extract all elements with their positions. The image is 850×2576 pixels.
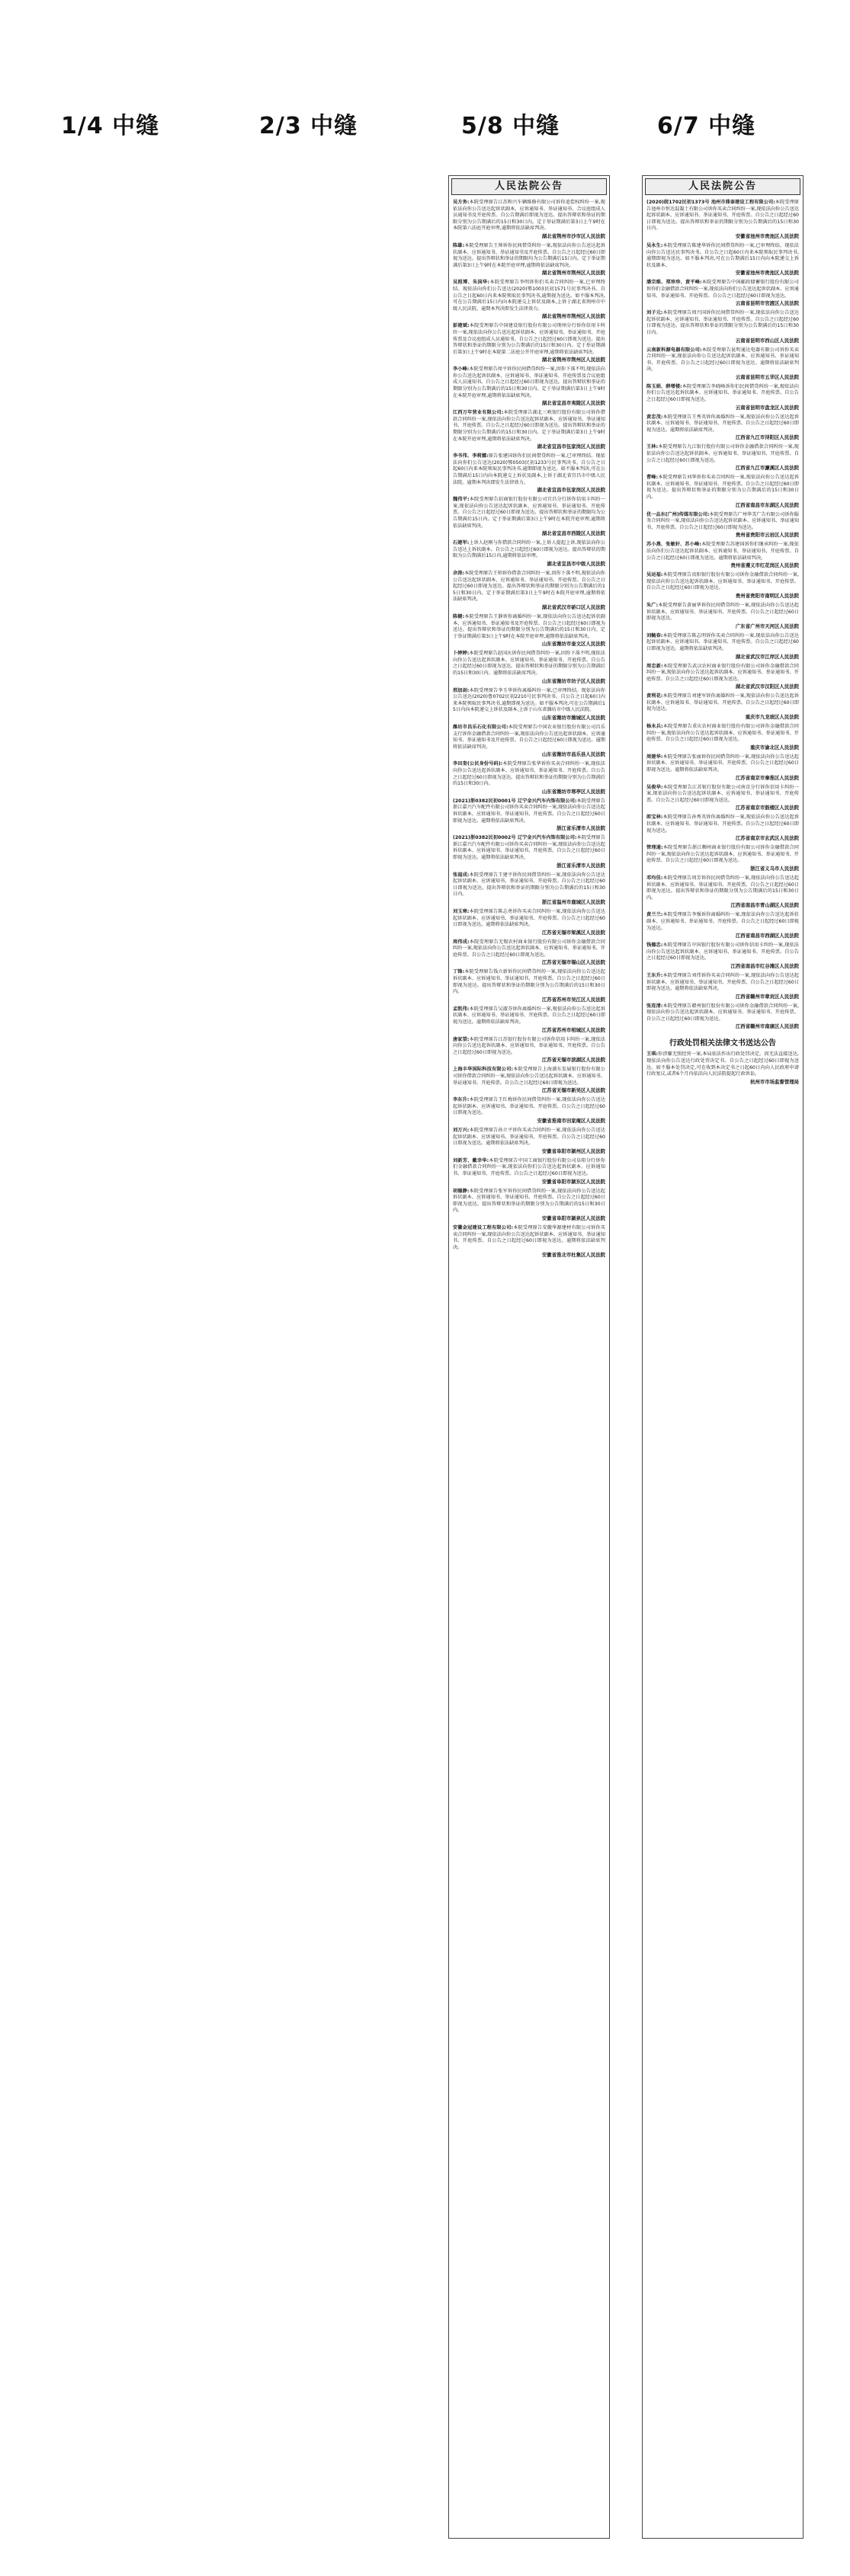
notice-head: 黄忠茂: xyxy=(646,414,663,420)
notice-court: 江苏省南京市鼓楼区人民法院 xyxy=(735,805,799,811)
notice-head: 吴俊华: xyxy=(646,784,663,790)
notice-court: 贵州省贵阳市云岩区人民法院 xyxy=(735,532,799,539)
notice-item xyxy=(449,1097,609,1117)
notice-item xyxy=(643,1051,803,1077)
notice-head: (2021)浙0382民初0002号 辽宁金兴汽车内饰有限公司: xyxy=(453,835,577,841)
notice-court: 江苏省无锡市新吴区人民法院 xyxy=(541,1087,605,1094)
notice-court: 湖北省宜昌市伍家岗区人民法院 xyxy=(537,443,605,450)
notice-court: 云南省昆明市西山区人民法院 xyxy=(735,337,799,344)
notice-head: 苏小燕、张敏轩、苏小峰: xyxy=(646,542,701,548)
gutter-label-5-8: 5/8 中缝 xyxy=(461,113,560,139)
notice-body: 本院受理原告陈志明诉你买卖合同纠纷一案,现依法向你公告送达起诉状副本、应诉通知书、举证通知书、开庭传票。自公告之日起经过60日即视为送达。逾期将依法缺席判决。 xyxy=(646,632,799,651)
notice-item xyxy=(449,366,609,399)
notice-head: 吴运福: xyxy=(646,572,663,578)
notice-court: 湖北省荆州市荆州区人民法院 xyxy=(541,270,605,277)
notice-head: 郎宝林: xyxy=(646,814,663,821)
notice-head: 陈雄: xyxy=(453,242,465,248)
notice-body: 本院受理原告贵阳银行股份有限公司诉你金融借款合同纠纷一案,现依法向你公告送达起诉状副本、应诉通知书、举证通知书、开庭传票。自公告之日起经过60日即视为送达。 xyxy=(646,572,799,591)
notice-body: 本院受理原告周芳诉你民间借贷纠纷一案,现依法向你公告送达起诉状副本、应诉通知书、举证通知书、开庭传票。自公告之日起经过60日即视为送达。提出答辩状和举证的期限分别为公告期满后的15日和30日内。 xyxy=(646,875,799,901)
notice-item xyxy=(449,280,609,312)
notice-court: 湖北省武汉市汉阳区人民法院 xyxy=(735,683,799,690)
notice-item xyxy=(449,872,609,898)
notice-head: 潘宗维、郑珍珍、黄平峰: xyxy=(646,280,702,286)
notice-item xyxy=(449,323,609,356)
notice-item xyxy=(449,835,609,861)
notice-body: 本院受理原告陈建华诉你民间借贷纠纷一案,已审理终结。现依法向你公告送达民事判决书。自公告之日起60日内来本院领取民事判决书,逾期即视为送达。如不服本判决,可在公告期满后15日内向本院递交上诉状及副本。 xyxy=(646,242,799,268)
notice-item xyxy=(449,798,609,824)
notice-item xyxy=(643,973,803,993)
notice-item xyxy=(449,1225,609,1251)
notice-head: 李小峰: xyxy=(453,366,470,373)
notice-body: 本院受理原告赵国庆诉你民间借贷纠纷一案,因你下落不明,现依法向你公告送达起诉状副本、应诉通知书、举证通知书、开庭传票。自公告之日起经过60日即视为送达。提出答辩状和举证的期限分别为公告期满后的15日和30日内。逾期将依法缺席判决。 xyxy=(453,651,605,677)
notice-body: 本院受理原告安徽华源建材有限公司诉你买卖合同纠纷一案,现依法向你公告送达起诉状副本、应诉通知书、举证通知书、开庭传票。自公告之日起经过60日即视为送达。逾期将依法缺席判决。 xyxy=(453,1224,605,1250)
notice-court: 重庆市渝北区人民法院 xyxy=(750,744,799,750)
notice-item xyxy=(449,243,609,269)
notice-item xyxy=(449,1128,609,1147)
notice-head: 安徽金冠建设工程有限公司: xyxy=(453,1224,513,1230)
notice-body: 本院受理原告王秀英诉你离婚纠纷一案,现依法向你公告送达起诉状副本、应诉通知书、举证通知书、开庭传票。自公告之日起经过60日即视为送达。逾期将依法缺席判决。 xyxy=(646,414,799,433)
notice-head: 上海丰华国际科技有限公司: xyxy=(453,1067,513,1073)
notice-court: 浙江省乐清市人民法院 xyxy=(557,862,605,869)
notice-body: 本院受理原告王帅诉你民间借贷纠纷一案,现依法向你公告送达起诉状副本、应诉通知书、举证通知书及开庭传票。自公告之日起经过60日即视为送达。提出答辩状和举证的期限均为公告期满后15日内。定于举证期满后第3日上午9时在本院开庭审理,逾期将依法缺席判决。 xyxy=(453,242,605,268)
notice-body: 本院受理原告广州华美广告有限公司诉你服务合同纠纷一案,现依法向你公告送达起诉状副本、应诉通知书、举证通知书、开庭传票。自公告之日起经过60日即视为送达。 xyxy=(646,511,799,530)
notice-head: 孟凯伟: xyxy=(453,1006,470,1012)
notice-court: 江西省南昌市东湖区人民法院 xyxy=(735,501,799,508)
notice-head: 石建军: xyxy=(453,540,470,546)
notice-head: 吴方务: xyxy=(453,200,470,205)
notice-court: 山东省潍坊市坊子区人民法院 xyxy=(541,677,605,684)
notice-head: 刘玉寒: xyxy=(453,908,470,914)
notice-court: 山东省潍坊市寒亭区人民法院 xyxy=(541,788,605,795)
notice-body: 本院受理原告李玉华诉你离婚纠纷一案,已审理终结。现依法向你公告送达(2020)鲁0702民初2210号民事判决书。自公告之日起60日内来本院领取民事判决书,逾期即视为送达。如不服本判决,可在公告期满后15日内向本院递交上诉状及副本,上诉于山东省潍坊市中级人民法院。 xyxy=(453,687,605,713)
gutter-label-1-4: 1/4 中缝 xyxy=(61,113,160,139)
notice-head: 张福成: xyxy=(453,872,470,878)
notice-head: 吴永生: xyxy=(646,242,663,248)
notice-body: 本院受理原告张丽诉你民间借贷纠纷一案,现依法向你公告送达起诉状副本、应诉通知书、举证通知书、开庭传票。自公告之日起经过60日即视为送达。逾期将依法缺席判决。 xyxy=(646,754,799,773)
notice-body: 本院受理原告王红梅诉你民间借贷纠纷一案,现依法向你公告送达起诉状副本、应诉通知书、举证通知书、开庭传票。自公告之日起经过60日即视为送达。 xyxy=(453,1097,605,1116)
notice-body: 本院受理原告招商银行股份有限公司宜昌分行诉你信用卡纠纷一案,现依法向你公告送达起诉状副本、应诉通知书、举证通知书、开庭传票。自公告之日起经过60日即视为送达。提出答辩状和举证的期限均为公告期满后15日内。定于举证期满后第3日上午9时在本院开庭审理,逾期将依法缺席判决。 xyxy=(453,497,605,529)
notice-head: 曹峰: xyxy=(646,475,659,481)
notice-court: 湖北省宜昌市伍家岗区人民法院 xyxy=(537,487,605,494)
notice-body: 你涉嫌无照经营一案,本局依法作出行政处罚决定。因无法直接送达,现依法向你公告送达行政处罚决定书。自公告之日起经过60日即视为送达。如不服本处罚决定,可在收到本决定书之日起60日内向人民政府申请行政复议,或者6个月内依法向人民法院提起行政诉讼。 xyxy=(646,1051,799,1077)
notice-body: 本院受理原告中国工商银行股份有限公司阜阳分行诉你们金融借款合同纠纷一案,现依法向你们公告送达起诉状副本、应诉通知书、举证通知书、开庭传票。自公告之日起经过60日即视为送达。 xyxy=(453,1157,605,1176)
notice-court: 浙江省义乌市人民法院 xyxy=(750,865,799,872)
notice-body: 本院受理原告刘伟诉你买卖合同纠纷一案,现依法向你公告送达起诉状副本、应诉通知书、举证通知书、开庭传票。自公告之日起经过60日即视为送达。逾期将依法缺席判决。 xyxy=(646,972,799,992)
notice-body: 本院受理原告中国邮政储蓄银行股份有限公司诉你们金融借款合同纠纷一案,现依法向你们公告送达起诉状副本、应诉通知书、举证通知书、开庭传票。自公告之日起经过60日即视为送达。 xyxy=(646,280,799,299)
notice-item xyxy=(643,633,803,653)
notice-body: 本院受理原告九江银行股份有限公司诉你金融借款合同纠纷一案,现依法向你公告送达起诉状副本、应诉通知书、举证通知书、开庭传票。自公告之日起经过60日即视为送达。 xyxy=(646,444,799,463)
notice-court: 安徽省池州市贵池区人民法院 xyxy=(735,232,799,239)
notice-list xyxy=(643,200,803,1033)
notice-head: 云南新科源电器有限公司: xyxy=(646,347,702,353)
notice-body: 本院受理原告赣州银行股份有限公司诉你金融借款合同纠纷一案,现依法向你公告送达起诉状副本、应诉通知书、举证通知书、开庭传票。自公告之日起经过60日即视为送达。 xyxy=(646,1003,799,1022)
notice-body: 本院受理原告张华诉你买卖合同纠纷一案,现依法向你公告送达起诉状副本、应诉通知书、举证通知书、开庭传票。自公告之日起经过60日即视为送达。提出答辩状和举证的期限分别为公告期满后的15日和30日内。 xyxy=(453,761,605,787)
notice-item xyxy=(449,909,609,929)
notice-court: 江西省赣州市章贡区人民法院 xyxy=(735,993,799,1000)
notice-court: 安徽省池州市贵池区人民法院 xyxy=(735,270,799,277)
notice-court: 浙江省乐清市人民法院 xyxy=(557,825,605,832)
notice-body: 本院受理原告王静诉你离婚纠纷一案,现依法向你公告送达起诉状副本、应诉通知书、举证通知书及开庭传票。自公告之日起经过60日即视为送达。提出答辩状和举证的期限分别为公告期满后的15日和30日内。定于举证期满后第3日上午9时在本院开庭审理,逾期将依法缺席判决。 xyxy=(453,613,605,639)
notice-body: 本院受理原告李明诉你们买卖合同纠纷一案,已审理终结。现依法向你们公告送达(2020)鄂1003民初1571号民事判决书。自公告之日起60日内来本院领取民事判决书,逾期视为送达。如不服本判决,可在公告期满后15日内向本院递交上诉状及副本,上诉于湖北省荆州市中级人民法院。逾期本判决即发生法律效力。 xyxy=(453,280,605,312)
notice-column-6-7 xyxy=(642,175,803,2539)
notice-item xyxy=(449,1189,609,1214)
notice-item xyxy=(643,814,803,834)
notice-item xyxy=(643,875,803,901)
notice-body: 本院受理原告江苏和兴车辆维修有限公司诉你追偿权纠纷一案,现依法向你公告送达起诉状副本、应诉通知书、举证通知书、合议庭组成人员通知书及开庭传票。自公告期满后即视为送达。提出答辩状和举证的期限分别为公告期满后的15日和30日内。定于举证期满后第3日上午9时在本院第六法庭开庭审理,逾期将依法缺席判决。 xyxy=(453,200,605,232)
notice-item xyxy=(643,572,803,592)
notice-body: 本院受理原告王帅诉你借款合同纠纷一案,因你下落不明,现依法向你公告送达起诉状副本、应诉通知书、举证通知书、开庭传票。自公告之日起经过60日即视为送达。提出答辩状和举证的期限分别为公告期满后的15日和30日内。定于举证期满后第3日上午9时在本院开庭审理,逾期将依法缺席判决。 xyxy=(453,570,605,603)
notice-body: 本院受理原告上海浦东发展银行股份有限公司诉你借款合同纠纷一案,现依法向你公告送达起诉状副本、应诉通知书、举证通知书、开庭传票。自公告之日起经过60日即视为送达。 xyxy=(453,1067,605,1086)
notice-item xyxy=(643,384,803,404)
notice-head: 潍坊市昌乐石化有限公司: xyxy=(453,725,508,731)
notice-item xyxy=(643,475,803,501)
notice-head: 李东升: xyxy=(453,1097,470,1103)
notice-item xyxy=(643,603,803,622)
gutter-label-2-3: 2/3 中缝 xyxy=(259,113,358,139)
notice-court: 云南省昆明市五华区人民法院 xyxy=(735,373,799,380)
notice-court: 江苏省苏州市相城区人民法院 xyxy=(541,1026,605,1033)
notice-body: 本院受理原告中国银行股份有限公司诉你信用卡纠纷一案,现依法向你公告送达起诉状副本、应诉通知书、举证通知书、开庭传票。自公告之日起经过60日即视为送达。 xyxy=(646,942,799,962)
subsection-title: 行政处罚相关法律文书送达公告 xyxy=(669,1039,776,1048)
notice-body: 本院受理原告湖北三峡银行股份有限公司诉你借款合同纠纷一案,现依法向你公告送达起诉状副本、应诉通知书、举证通知书、开庭传票。自公告之日起经过60日即视为送达。提出答辩状和举证的期限分别为公告期满后的15日和30日内。定于举证期满后第3日上午9时在本院开庭审理,逾期将依法缺席判决。 xyxy=(453,410,606,442)
notice-court: 山东省潍坊市昌乐县人民法院 xyxy=(541,751,605,758)
notice-head: 张连清: xyxy=(646,1003,663,1009)
notice-body: 本院受理原告昆明通达电器有限公司诉你买卖合同纠纷一案,现依法向你公告送达起诉状副本、应诉通知书、举证通知书、开庭传票。自公告之日起经过60日即视为送达。逾期将依法缺席判决。 xyxy=(646,347,799,373)
notice-body: 本院受理原告刘建军诉你离婚纠纷一案,现依法向你公告送达起诉状副本、应诉通知书、举证通知书、开庭传票。自公告之日起经过60日即视为送达。 xyxy=(646,693,799,712)
notice-body: 本院受理原告江苏银行股份有限公司诉你信用卡纠纷一案,现依法向你公告送达起诉状副本、应诉通知书、举证通知书、开庭传票。自公告之日起经过60日即视为送达。 xyxy=(453,1036,605,1055)
notice-head: 邢加剑: xyxy=(453,687,470,693)
notice-body: 本院受理原告张军诉你民间借贷纠纷一案,现依法向你公告送达起诉状副本、应诉通知书、举证通知书、开庭传票。自公告之日起经过60日即视为送达。提出答辩状和举证的期限分别为公告期满后的15日和30日内。 xyxy=(453,1188,605,1214)
notice-head: 王林: xyxy=(646,444,659,450)
notice-court: 安徽省阜阳市颍东区人民法院 xyxy=(541,1178,605,1185)
notice-head: 周伟成: xyxy=(453,939,470,945)
notice-item xyxy=(643,942,803,962)
notice-court: 贵州省贵阳市南明区人民法院 xyxy=(735,592,799,599)
notice-body: 本院受理原告中国建设银行股份有限公司荆州分行诉你信用卡纠纷一案,现依法向你公告送达起诉状副本、应诉通知书、举证通知书、开庭传票及合议庭组成人员通知书。自公告之日起经过60日即视为送达。提出答辩状和举证的期限分别为公告期满后的15日和30日内。定于举证期满后第3日上午9时在本院第二法庭公开开庭审理,逾期将依法缺席判决。 xyxy=(453,323,605,355)
notice-court: 山东省潍坊市奎文区人民法院 xyxy=(541,641,605,648)
notice-head: 朱广: xyxy=(646,602,659,608)
notice-item xyxy=(643,845,803,865)
notice-court: 江西省九江市浔阳区人民法院 xyxy=(735,434,799,441)
notice-court: 浙江省温州市鹿城区人民法院 xyxy=(541,898,605,905)
notice-head: 彭建斌: xyxy=(453,323,470,329)
notice-body: 本院受理原告中国农业银行股份有限公司昌乐支行诉你金融借款合同纠纷一案,现依法向你公告送达起诉状副本、应诉通知书、举证通知书及开庭传票。自公告之日起经过60日即视为送达。逾期将依法缺席判决。 xyxy=(453,725,605,750)
column-banner: 人民法院公告 xyxy=(451,178,607,195)
notice-court: 安徽省阜阳市颍州区人民法院 xyxy=(541,1147,605,1154)
notice-court: 湖北省武汉市硚口区人民法院 xyxy=(541,603,605,610)
notice-head: 江西万年营业有限公司: xyxy=(453,410,504,416)
notice-body: 本院受理原告吴淑芬诉你离婚纠纷一案,现依法向你公告送达起诉状副本、应诉通知书、举证通知书、开庭传票。自公告之日起经过60日即视为送达。逾期将依法缺席判决。 xyxy=(453,1006,605,1026)
notice-court: 重庆市九龙坡区人民法院 xyxy=(745,714,799,721)
notice-item xyxy=(449,1158,609,1178)
notice-court: 江西省南昌市西湖区人民法院 xyxy=(735,933,799,939)
notice-item xyxy=(449,688,609,714)
notice-body: 本院受理原告浙江嘉兴汽车配件有限公司诉你买卖合同纠纷一案,现依法向你公告送达起诉状副本、应诉通知书、举证通知书、开庭传票。自公告之日起经过60日即视为送达。逾期将依法缺席判决。 xyxy=(453,798,606,824)
notice-head: 管理通: xyxy=(646,845,663,851)
notice-head: 李书伟、李莉娜: xyxy=(453,453,489,459)
notice-item xyxy=(449,969,609,995)
notice-court: 湖北省武汉市江岸区人民法院 xyxy=(735,653,799,660)
notice-head: 王琪: xyxy=(646,1051,658,1058)
notice-body: 本院受理原告江苏银行股份有限公司南京分行诉你信用卡纠纷一案,现依法向你公告送达起诉状副本、应诉通知书、举证通知书、开庭传票。自公告之日起经过60日即视为送达。 xyxy=(646,784,799,803)
notice-court: 安徽省阜阳市颍泉区人民法院 xyxy=(541,1214,605,1221)
notice-court: 云南省昆明市盘龙区人民法院 xyxy=(735,404,799,411)
notice-item xyxy=(449,497,609,530)
notice-body: 本院受理原告池州市恒达混凝土有限公司诉你买卖合同纠纷一案,现依法向你公告送达起诉状副本、应诉通知书、举证通知书、开庭传票。自公告之日起经过60日即视为送达。提出答辩状和举证的期限分别为公告期满后的15日和30日内。 xyxy=(646,200,799,232)
notice-court: 江苏省无锡市锡山区人民法院 xyxy=(541,959,605,966)
notice-head: 卜婷婷: xyxy=(453,651,470,657)
notice-head: 黄兰兰: xyxy=(646,912,663,918)
notice-court: 江苏省无锡市梁溪区人民法院 xyxy=(541,929,605,936)
notice-body: 本院受理原告浙江嘉兴汽车配件有限公司诉你买卖合同纠纷一案,现依法向你公告送达起诉状副本、应诉通知书、举证通知书、开庭传票。自公告之日起经过60日即视为送达。逾期将依法缺席判决。 xyxy=(453,835,606,860)
notice-body: 原告张建国诉你们民间借贷纠纷一案,已审理终结。现依法向你们公告送达(2020)鄂0503民初1233号民事判决书。自公告之日起60日内来本院领取民事判决书,逾期即视为送达。如不服本判决,可在公告期满后15日内向本院递交上诉状及副本,上诉于湖北省宜昌市中级人民法院。逾期本判决即发生法律效力。 xyxy=(453,453,605,485)
notice-court: 江苏省无锡市滨湖区人民法院 xyxy=(541,1057,605,1064)
notice-body: 本院受理原告无锡农村商业银行股份有限公司诉你金融借款合同纠纷一案,现依法向你公告送达起诉状副本、应诉通知书、举证通知书、开庭传票。自公告之日起经过60日即视为送达。 xyxy=(453,939,605,958)
notice-court: 广东省广州市天河区人民法院 xyxy=(735,622,799,629)
notice-body: 本院受理原告重庆农村商业银行股份有限公司诉你金融借款合同纠纷一案,现依法向你公告送达起诉状副本、应诉通知书、举证通知书、开庭传票。自公告之日起经过60日即视为送达。 xyxy=(646,724,799,743)
notice-head: (2020)皖1702民初1373号 池州市鼎泰建设工程有限公司: xyxy=(646,200,775,205)
notice-court: 湖北省宜昌市西陵区人民法院 xyxy=(541,530,605,537)
notice-body: 上诉人赵刚与你借款合同纠纷一案,上诉人提起上诉,现依法向你公告送达上诉状副本。自公告之日起经过60日即视为送达。提出答辩状的期限为公告期满后15日内,逾期将依法审理。 xyxy=(453,540,605,559)
notice-item xyxy=(449,1067,609,1086)
notice-body: 本院受理原告孙秀英诉你离婚纠纷一案,现依法向你公告送达起诉状副本、应诉通知书、举证通知书、开庭传票。自公告之日起经过60日即视为送达。 xyxy=(646,814,799,834)
notice-head: 黄利花: xyxy=(646,693,663,699)
notice-head: 杨永兵: xyxy=(646,724,663,730)
notice-head: 周建华: xyxy=(646,754,663,760)
notice-item xyxy=(449,614,609,640)
notice-court: 湖北省宜昌市夷陵区人民法院 xyxy=(541,400,605,407)
notice-head: 优一品东(广州)传媒有限公司: xyxy=(646,511,710,517)
notice-court: 江苏省南京市秦淮区人民法院 xyxy=(735,774,799,781)
notice-court: 江西省南昌市红谷滩区人民法院 xyxy=(730,962,799,969)
notice-court: 湖北省荆州市荆州区人民法院 xyxy=(541,313,605,320)
notice-body: 本院受理原告周平诉你民间借贷纠纷一案,因你下落不明,现依法向你公告送达起诉状副本、应诉通知书、举证通知书、开庭传票及合议庭组成人员通知书。自公告之日起经过60日即视为送达。提出答辩状和举证的期限分别为公告期满后的15日和30日内。定于举证期满后第3日上午9时在本院开庭审理,逾期将依法缺席判决。 xyxy=(453,366,605,398)
notice-court: 江西省九江市濂溪区人民法院 xyxy=(735,465,799,472)
notice-head: 魏伟平: xyxy=(453,497,470,503)
notice-head: 唐家望: xyxy=(453,1036,470,1042)
column-banner: 人民法院公告 xyxy=(645,178,800,195)
notice-body: 本院受理原告苏建国诉你们继承纠纷一案,现依法向你们公告送达起诉状副本、应诉通知书、举证通知书、开庭传票。自公告之日起经过60日即视为送达。逾期将依法缺席判决。 xyxy=(646,542,799,561)
notice-body: 本院受理原告黄丽华诉你民间借贷纠纷一案,现依法向你公告送达起诉状副本、应诉通知书、举证通知书、开庭传票。自公告之日起经过60日即视为送达。 xyxy=(646,602,799,622)
notice-item xyxy=(643,754,803,774)
notice-item xyxy=(449,939,609,959)
notice-body: 本院受理原告李晓峰诉你们民间借贷纠纷一案,现依法向你们公告送达起诉状副本、应诉通知书、举证通知书、开庭传票。自公告之日起经过60日即视为送达。 xyxy=(646,383,799,403)
notice-item xyxy=(643,347,803,373)
notice-item xyxy=(449,410,609,443)
notice-item xyxy=(643,200,803,232)
notice-item xyxy=(643,724,803,744)
notice-item xyxy=(449,761,609,787)
notice-item xyxy=(643,414,803,434)
notice-head: 邓均佳: xyxy=(646,875,663,881)
notice-head: 胡德静: xyxy=(453,1188,470,1194)
notice-body: 本院受理原告李强诉你离婚纠纷一案,现依法向你公告送达起诉状副本、应诉通知书、举证通知书、开庭传票。自公告之日起经过60日即视为送达。 xyxy=(646,912,799,931)
notice-body: 本院受理原告周兴国诉你民间借贷纠纷一案,现依法向你公告送达起诉状副本、应诉通知书、举证通知书、开庭传票。自公告之日起经过60日即视为送达。提出答辩状和举证的期限分别为公告期满后的15日和30日内。 xyxy=(646,310,799,335)
notice-body: 本院受理原告刘华诉你买卖合同纠纷一案,现依法向你公告送达起诉状副本、应诉通知书、举证通知书、开庭传票。自公告之日起经过60日即视为送达。提出答辩状和举证的期限分别为公告期满后的15日和30日内。 xyxy=(646,475,799,500)
notice-item xyxy=(449,651,609,677)
notice-head: 刘万兴: xyxy=(453,1127,470,1133)
notice-body: 本院受理原告王建平诉你民间借贷纠纷一案,现依法向你公告送达起诉状副本、应诉通知书、举证通知书、开庭传票。自公告之日起经过60日即视为送达。提出答辩状和举证的期限分别为公告期满后的15日和30日内。 xyxy=(453,872,605,898)
notice-body: 本院受理原告浙江稠州商业银行股份有限公司诉你金融借款合同纠纷一案,现依法向你公告送达起诉状副本、应诉通知书、举证通知书、开庭传票。自公告之日起经过60日即视为送达。 xyxy=(646,845,799,864)
notice-item xyxy=(643,512,803,532)
notice-list xyxy=(449,200,609,1262)
notice-head: 吴照博、朱国华: xyxy=(453,280,490,286)
notice-item xyxy=(643,664,803,683)
notice-court: 湖北省宜昌市中级人民法院 xyxy=(547,560,605,567)
notice-item xyxy=(449,571,609,603)
notice-body: 本院受理原告钱立新诉你民间借贷纠纷一案,现依法向你公告送达起诉状副本、应诉通知书、举证通知书、开庭传票。自公告之日起经过60日即视为送达。提出答辩状和举证的期限分别为公告期满后的15日和30日内。 xyxy=(453,969,605,995)
notice-head: 丁锋: xyxy=(453,969,465,975)
notice-body: 本院受理原告武汉农村商业银行股份有限公司诉你金融借款合同纠纷一案,现依法向你公告送达起诉状副本、应诉通知书、举证通知书、开庭传票。自公告之日起经过60日即视为送达。 xyxy=(646,663,799,682)
notice-item xyxy=(449,540,609,560)
notice-head: 刘新芳、戴幸华: xyxy=(453,1157,489,1163)
notice-item xyxy=(449,200,609,232)
notice-item xyxy=(449,453,609,486)
notice-head: 周忠新: xyxy=(646,663,663,669)
notice-court: 安徽省淮南市田家庵区人民法院 xyxy=(537,1117,605,1124)
notice-item xyxy=(643,444,803,464)
notice-head: 刘毓春: xyxy=(646,632,663,638)
notice-court: 湖北省荆州市沙市区人民法院 xyxy=(541,232,605,239)
notice-item xyxy=(643,785,803,805)
notice-item xyxy=(643,280,803,299)
notice-head: 钱德忠: xyxy=(646,942,663,949)
notice-item xyxy=(449,1037,609,1057)
notice-head: 陈健: xyxy=(453,613,465,619)
notice-item xyxy=(643,693,803,713)
notice-head: 刘子元: xyxy=(646,310,663,316)
notice-court: 安徽省淮北市杜集区人民法院 xyxy=(541,1252,605,1259)
notice-court: 湖北省荆州市荆州区人民法院 xyxy=(541,357,605,363)
notice-item xyxy=(643,542,803,562)
notice-court: 云南省昆明市官渡区人民法院 xyxy=(735,300,799,307)
notice-item xyxy=(643,310,803,336)
notice-head: 余涛: xyxy=(453,570,464,576)
notice-item xyxy=(449,1006,609,1026)
notice-head: 陈玉娟、薛增楼: xyxy=(646,383,682,389)
notice-court: 杭州市市场监督管理局 xyxy=(750,1078,799,1085)
notice-court: 江西省南昌市青山湖区人民法院 xyxy=(730,902,799,909)
notice-item xyxy=(643,1003,803,1023)
notice-court: 江苏省南京市玄武区人民法院 xyxy=(735,835,799,842)
notice-court: 山东省潍坊市潍城区人民法院 xyxy=(541,715,605,722)
notice-body: 本院受理原告孙立平诉你买卖合同纠纷一案,现依法向你公告送达起诉状副本、应诉通知书、举证通知书、开庭传票。自公告之日起经过60日即视为送达。逾期将依法缺席判决。 xyxy=(453,1127,605,1147)
notice-item xyxy=(643,912,803,932)
notice-head: 王东升: xyxy=(646,972,663,978)
notice-court: 江苏省苏州市吴江区人民法院 xyxy=(541,996,605,1003)
notice-head: (2021)浙0382民初0001号 辽宁金兴汽车内饰有限公司: xyxy=(453,798,577,804)
notice-column-5-8 xyxy=(448,175,610,2539)
notice-head: 李田奎(公民身份号码): xyxy=(453,761,503,767)
notice-item xyxy=(643,243,803,269)
notice-court: 贵州省遵义市红花岗区人民法院 xyxy=(730,562,799,569)
notice-item xyxy=(449,725,609,750)
notice-court: 江西省赣州市南康区人民法院 xyxy=(735,1023,799,1030)
notice-body: 本院受理原告陈志勇诉你买卖合同纠纷一案,现依法向你公告送达起诉状副本、应诉通知书、举证通知书、开庭传票。自公告之日起经过60日即视为送达。逾期将依法缺席判决。 xyxy=(453,908,605,928)
gutter-label-6-7: 6/7 中缝 xyxy=(657,113,756,139)
